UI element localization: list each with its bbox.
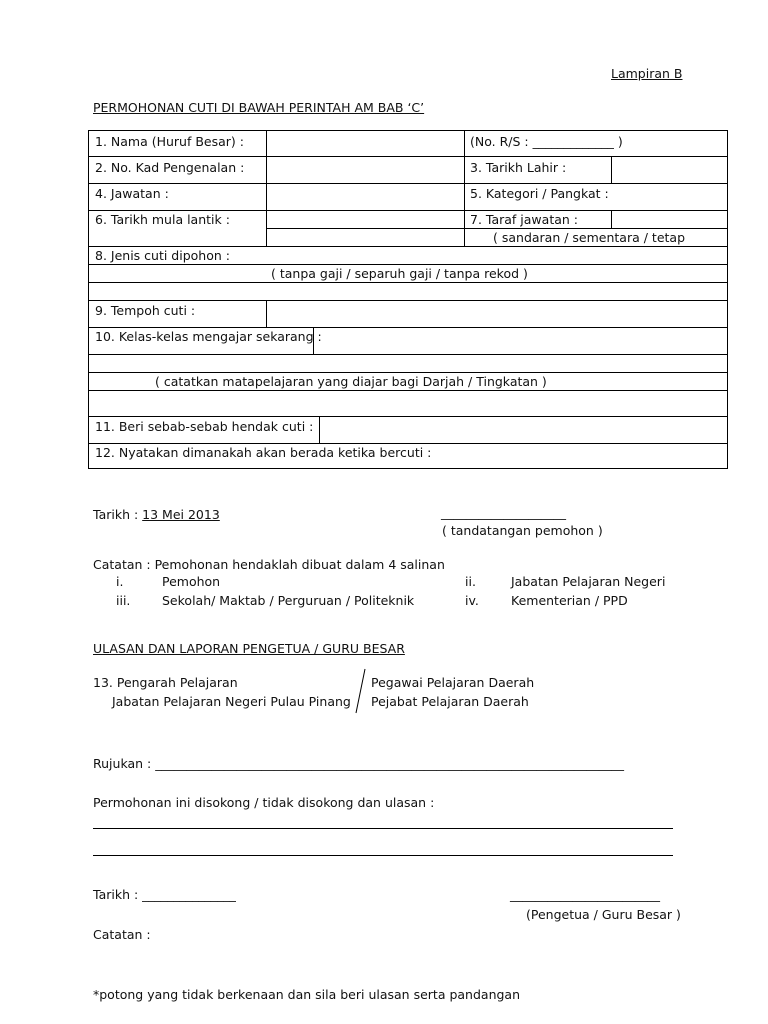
review-heading: ULASAN DAN LAPORAN PENGETUA / GURU BESAR [93, 641, 405, 656]
date-label: Tarikh : [93, 507, 143, 522]
field-rs-number-label: (No. R/S : _____________ ) [470, 134, 623, 149]
recipient-line-4: Pejabat Pelajaran Daerah [371, 694, 529, 709]
principal-signature-caption: (Pengetua / Guru Besar ) [526, 907, 681, 922]
reference-field[interactable]: Rujukan : ___________________________________________________________________________ [93, 756, 624, 771]
field-category-label: 5. Kategori / Pangkat : [470, 186, 609, 201]
leave-duration-input[interactable] [267, 301, 727, 327]
application-date [93, 507, 220, 523]
slash-divider [355, 668, 367, 714]
job-status-options: ( sandaran / sementara / tetap [493, 230, 686, 245]
applicant-signature-line: ____________________ [441, 505, 566, 520]
job-status-input[interactable] [612, 211, 727, 228]
form-title: PERMOHONAN CUTI DI BAWAH PERINTAH AM BAB ‘C’ [93, 100, 425, 115]
birthdate-input[interactable] [612, 157, 727, 183]
review-note-label: Catatan : [93, 927, 151, 942]
copy-item-num: iii. [116, 593, 131, 608]
review-date-field[interactable]: Tarikh : _______________ [93, 887, 236, 902]
field-start-date-label: 6. Tarikh mula lantik : [95, 212, 230, 227]
application-form-table [88, 130, 728, 469]
field-job-status-label: 7. Taraf jawatan : [470, 212, 578, 227]
field-position-label: 4. Jawatan : [95, 186, 169, 201]
recipient-line-3: Pegawai Pelajaran Daerah [371, 675, 535, 690]
start-date-input[interactable] [267, 211, 464, 228]
copy-item-num: iv. [465, 593, 479, 608]
copy-item-num: i. [116, 574, 124, 589]
recipient-line-1: 13. Pengarah Pelajaran [93, 675, 238, 690]
classes-input[interactable] [314, 328, 727, 354]
reason-input[interactable] [320, 417, 727, 443]
attachment-label: Lampiran B [611, 66, 683, 81]
principal-signature-line: ________________________ [510, 887, 660, 902]
recipient-line-2: Jabatan Pelajaran Negeri Pulau Pinang [112, 694, 351, 709]
support-label: Permohonan ini disokong / tidak disokong dan ulasan : [93, 795, 435, 810]
ic-input[interactable] [267, 157, 464, 183]
copy-item-text: Sekolah/ Maktab / Perguruan / Politeknik [162, 593, 415, 608]
copies-note: Catatan : Pemohonan hendaklah dibuat dalam 4 salinan [93, 557, 445, 572]
leave-type-options: ( tanpa gaji / separuh gaji / tanpa rekod ) [271, 266, 528, 281]
name-input[interactable] [267, 131, 464, 156]
field-reason-label: 11. Beri sebab-sebab hendak cuti : [95, 419, 314, 434]
field-name-label: 1. Nama (Huruf Besar) : [95, 134, 244, 149]
position-input[interactable] [267, 184, 464, 210]
applicant-signature-caption: ( tandatangan pemohon ) [442, 523, 603, 538]
comment-line-1[interactable] [93, 828, 673, 829]
copy-item-text: Jabatan Pelajaran Negeri [511, 574, 666, 589]
field-location-label: 12. Nyatakan dimanakah akan berada ketika bercuti : [95, 445, 432, 460]
comment-line-2[interactable] [93, 855, 673, 856]
classes-instruction: ( catatkan matapelajaran yang diajar bagi Darjah / Tingkatan ) [155, 374, 547, 389]
field-leave-duration-label: 9. Tempoh cuti : [95, 303, 196, 318]
copy-item-text: Pemohon [162, 574, 221, 589]
copy-item-num: ii. [465, 574, 476, 589]
field-leave-type-label: 8. Jenis cuti dipohon : [95, 248, 230, 263]
copy-item-text: Kementerian / PPD [511, 593, 628, 608]
field-ic-label: 2. No. Kad Pengenalan : [95, 160, 245, 175]
footer-note: *potong yang tidak berkenaan dan sila beri ulasan serta pandangan [93, 987, 521, 1002]
field-classes-label: 10. Kelas-kelas mengajar sekarang : [95, 329, 322, 344]
field-birthdate-label: 3. Tarikh Lahir : [470, 160, 567, 175]
date-value: 13 Mei 2013 [142, 507, 220, 522]
